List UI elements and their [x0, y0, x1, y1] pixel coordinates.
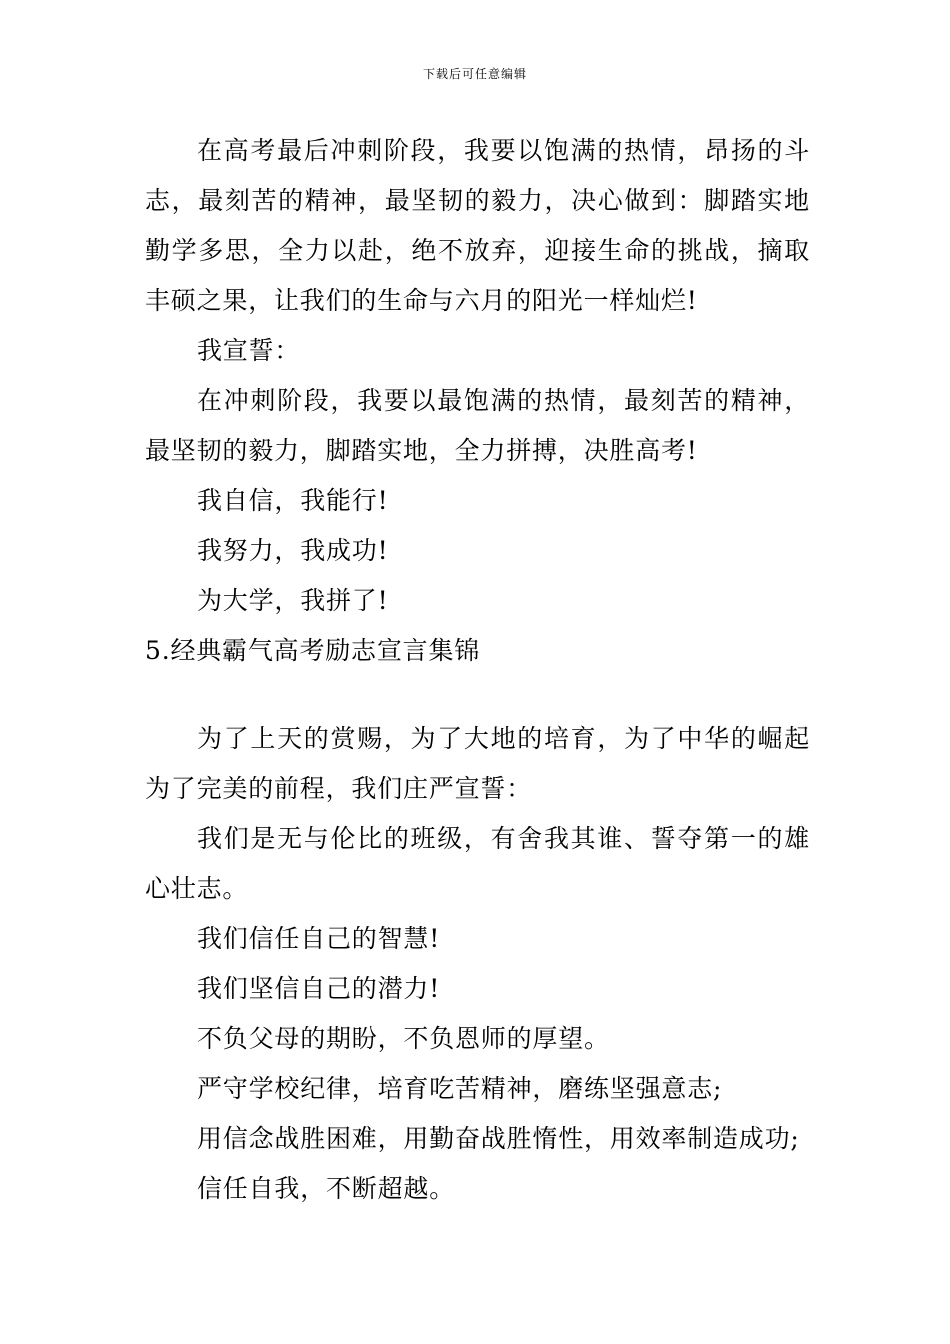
paragraph-oath-purpose: 为了上天的赏赐，为了大地的培育，为了中华的崛起为了完美的前程，我们庄严宣誓： — [145, 724, 810, 803]
document-body — [145, 126, 810, 1214]
paragraph-surpass: 信任自我，不断超越。 — [197, 1174, 456, 1203]
paragraph-sprint-resolve: 在高考最后冲刺阶段，我要以饱满的热情，昂扬的斗志，最刻苦的精神，最坚韧的毅力，决心做到：脚踏实地勤学多思，全力以赴，绝不放弃，迎接生命的挑战，摘取丰硕之果，让我们的生命与六月的阳光一样灿烂! — [145, 136, 810, 315]
paragraph-overcome: 用信念战胜困难，用勤奋战胜惰性，用效率制造成功; — [197, 1124, 800, 1153]
paragraph-effort: 我努力，我成功! — [197, 536, 389, 565]
paragraph-oath-intro: 我宣誓： — [197, 336, 301, 365]
page-header-note: 下载后可任意编辑 — [422, 67, 527, 81]
paragraph-oath-sprint: 在冲刺阶段，我要以最饱满的热情，最刻苦的精神，最坚韧的毅力，脚踏实地，全力拼搏，决胜高考! — [145, 386, 810, 465]
section-heading: 5.经典霸气高考励志宣言集锦 — [145, 636, 481, 665]
paragraph-class-ambition: 我们是无与伦比的班级，有舍我其谁、誓夺第一的雄心壮志。 — [145, 824, 810, 903]
paragraph-confidence: 我自信，我能行! — [197, 486, 389, 515]
paragraph-university: 为大学，我拼了! — [197, 586, 389, 615]
paragraph-trust-wisdom: 我们信任自己的智慧! — [197, 924, 441, 953]
section-spacer — [145, 676, 810, 714]
paragraph-parents-teachers: 不负父母的期盼，不负恩师的厚望。 — [197, 1024, 610, 1053]
paragraph-believe-potential: 我们坚信自己的潜力! — [197, 974, 441, 1003]
paragraph-discipline: 严守学校纪律，培育吃苦精神，磨练坚强意志; — [197, 1074, 723, 1103]
